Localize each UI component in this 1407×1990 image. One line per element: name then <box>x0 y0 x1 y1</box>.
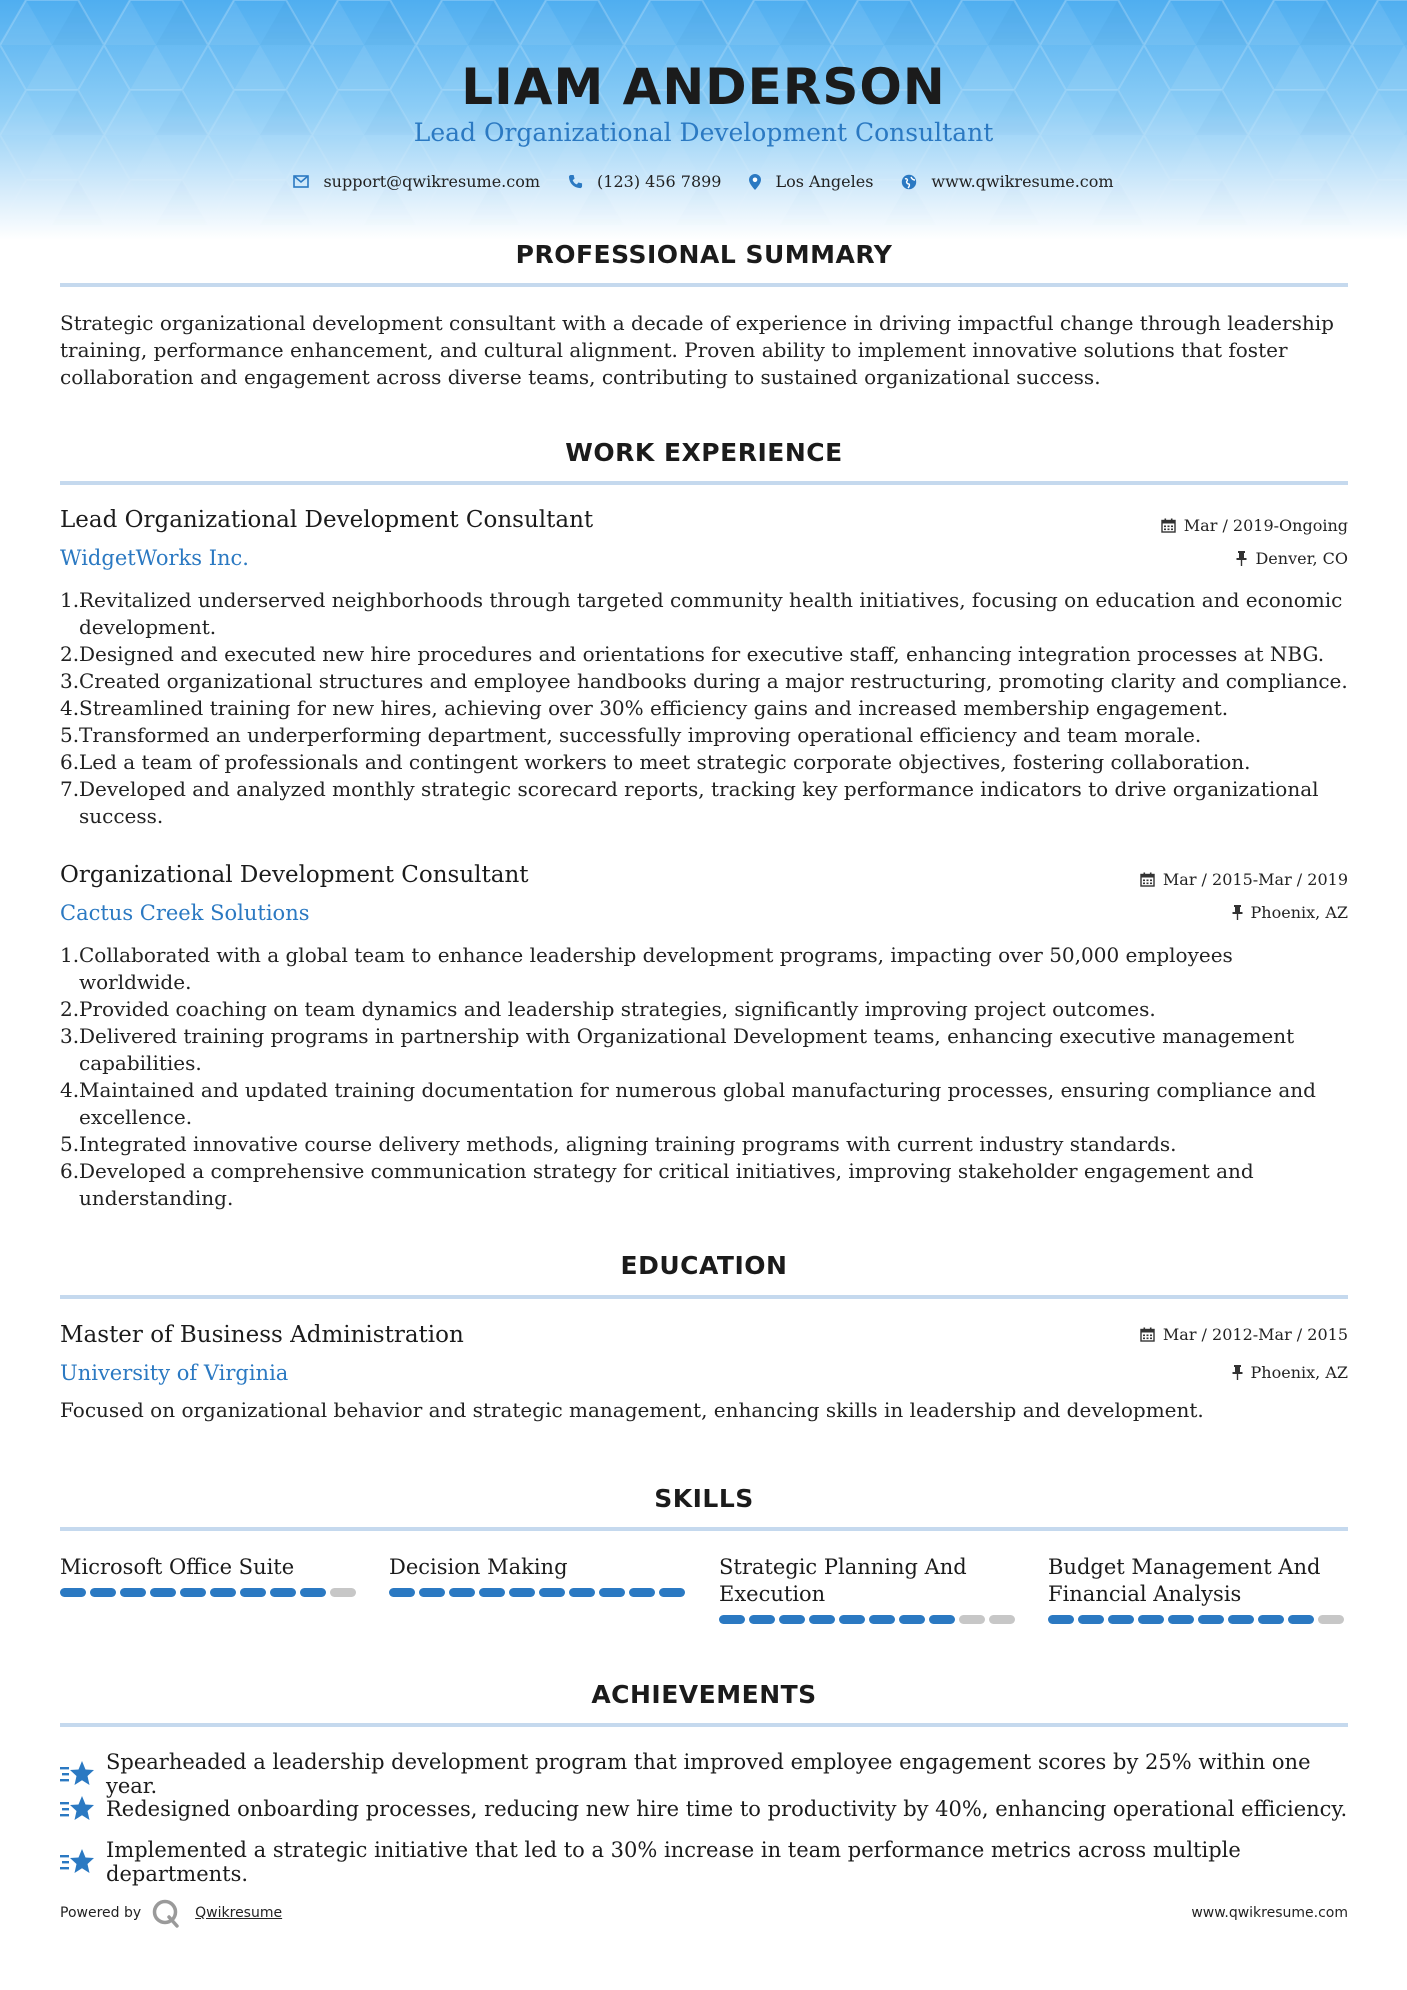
contact-email[interactable]: support@qwikresume.com <box>323 172 541 191</box>
achievement-text: Implemented a strategic initiative that led to a 30% increase in team performance metrics across multiple departments. <box>106 1838 1241 1886</box>
experience-heading: WORK EXPERIENCE <box>565 438 843 467</box>
star-icon <box>60 1794 94 1824</box>
skill-name: Strategic Planning And Execution <box>719 1555 967 1606</box>
skill-dot-filled <box>929 1615 955 1624</box>
skill-dot-filled <box>1048 1615 1074 1624</box>
skill-dot-filled <box>270 1588 296 1597</box>
skill-dot-filled <box>869 1615 895 1624</box>
job-bullet <box>60 1158 1350 1212</box>
job-bullet <box>60 668 1350 695</box>
skill-dot-filled <box>899 1615 925 1624</box>
skill-name: Decision Making <box>389 1555 568 1579</box>
skill-dot-filled <box>539 1588 565 1597</box>
skill-dot-filled <box>210 1588 236 1597</box>
skill-dot-empty <box>1318 1615 1344 1624</box>
skill-dot-filled <box>1078 1615 1104 1624</box>
skill-dot-filled <box>120 1588 146 1597</box>
education-heading: EDUCATION <box>620 1251 788 1280</box>
job-company: WidgetWorks Inc. <box>60 546 249 570</box>
section-divider <box>60 1723 1348 1727</box>
skill-dot-filled <box>659 1588 685 1597</box>
skill-dot-filled <box>479 1588 505 1597</box>
phone-icon <box>568 174 583 189</box>
section-divider <box>60 1527 1348 1531</box>
education-location <box>1232 1363 1348 1382</box>
bullet-number: 5. <box>60 1132 80 1156</box>
summary-heading: PROFESSIONAL SUMMARY <box>515 240 893 269</box>
skill-rating <box>719 1615 1019 1624</box>
skill-dot-filled <box>1168 1615 1194 1624</box>
job-bullet <box>60 587 1350 641</box>
skill-dot-filled <box>449 1588 475 1597</box>
contact-website[interactable]: www.qwikresume.com <box>931 172 1114 191</box>
bullet-number: 6. <box>60 1159 80 1183</box>
skill-rating <box>1048 1615 1348 1624</box>
globe-icon <box>901 174 917 190</box>
bullet-text: Created organizational structures and employee handbooks during a major restructuring, promoting clarity and compliance. <box>79 669 1348 693</box>
job-dates <box>1140 870 1348 889</box>
achievement-item <box>60 1794 1350 1824</box>
bullet-text: Developed and analyzed monthly strategic scorecard reports, tracking key performance indicators to drive organizational success. <box>79 777 1319 828</box>
skill-item <box>1048 1554 1348 1624</box>
bullet-number: 1. <box>60 588 80 612</box>
bullet-number: 2. <box>60 642 80 666</box>
skill-name: Microsoft Office Suite <box>60 1555 295 1579</box>
job-location-text: Denver, CO <box>1255 549 1348 568</box>
job-bullet <box>60 749 1350 776</box>
candidate-name: LIAM ANDERSON <box>461 58 946 116</box>
skill-dot-filled <box>150 1588 176 1597</box>
skill-name: Budget Management And Financial Analysis <box>1048 1555 1321 1606</box>
bullet-text: Led a team of professionals and contingent workers to meet strategic corporate objectives, fostering collaboration. <box>79 750 1251 774</box>
section-divider <box>60 283 1348 287</box>
star-icon <box>60 1759 94 1789</box>
skill-dot-filled <box>1258 1615 1284 1624</box>
bullet-number: 5. <box>60 723 80 747</box>
skill-dot-filled <box>839 1615 865 1624</box>
contact-phone[interactable]: (123) 456 7899 <box>597 172 722 191</box>
education-dates-text: Mar / 2012-Mar / 2015 <box>1162 1325 1348 1344</box>
job-bullet <box>60 695 1350 722</box>
skill-rating <box>389 1588 689 1597</box>
job-bullet-list <box>60 587 1350 830</box>
pushpin-icon <box>1232 1365 1243 1380</box>
bullet-text: Streamlined training for new hires, achieving over 30% efficiency gains and increased membership engagement. <box>79 696 1229 720</box>
skill-dot-filled <box>60 1588 86 1597</box>
bullet-text: Transformed an underperforming department, successfully improving operational efficiency and team morale. <box>79 723 1202 747</box>
calendar-icon <box>1161 518 1176 533</box>
achievement-text: Redesigned onboarding processes, reducing new hire time to productivity by 40%, enhancing operational efficiency. <box>106 1797 1348 1821</box>
bullet-text: Collaborated with a global team to enhance leadership development programs, impacting over 50,000 employees worldwide. <box>79 943 1233 994</box>
job-bullet <box>60 776 1350 830</box>
candidate-title: Lead Organizational Development Consultant <box>413 118 994 147</box>
powered-by-label: Powered by <box>60 1905 142 1921</box>
bullet-number: 6. <box>60 750 80 774</box>
job-location <box>1236 549 1348 568</box>
education-location-text: Phoenix, AZ <box>1250 1363 1348 1382</box>
job-bullet <box>60 996 1350 1023</box>
skill-dot-filled <box>1108 1615 1134 1624</box>
skill-dot-filled <box>599 1588 625 1597</box>
bullet-number: 3. <box>60 669 80 693</box>
bullet-text: Developed a comprehensive communication strategy for critical initiatives, improving stakeholder engagement and understanding. <box>79 1159 1254 1210</box>
skill-item <box>389 1554 689 1597</box>
skill-dot-empty <box>959 1615 985 1624</box>
skill-rating <box>60 1588 360 1597</box>
skill-dot-filled <box>300 1588 326 1597</box>
skill-dot-filled <box>389 1588 415 1597</box>
section-divider <box>60 1295 1348 1299</box>
bullet-number: 4. <box>60 696 80 720</box>
envelope-icon <box>293 175 309 188</box>
skill-dot-filled <box>779 1615 805 1624</box>
summary-text: Strategic organizational development consultant with a decade of experience in driving impactful change through leadership training, performance enhancement, and cultural alignment. Proven ability to implement innovative solutions that foster collaboration and engagement across diverse teams, contributing to sustained organizational success. <box>60 311 1334 389</box>
bullet-text: Designed and executed new hire procedures and orientations for executive staff, enhancing integration processes at NBG. <box>79 642 1325 666</box>
bullet-text: Revitalized underserved neighborhoods through targeted community health initiatives, focusing on education and economic development. <box>79 588 1343 639</box>
skill-dot-filled <box>809 1615 835 1624</box>
job-title: Lead Organizational Development Consultant <box>60 507 594 533</box>
skill-dot-filled <box>1198 1615 1224 1624</box>
job-title: Organizational Development Consultant <box>60 862 529 888</box>
qwikresume-link[interactable]: Qwikresume <box>195 1905 283 1921</box>
job-bullet <box>60 942 1350 996</box>
skill-dot-filled <box>629 1588 655 1597</box>
skill-dot-filled <box>1138 1615 1164 1624</box>
calendar-icon <box>1140 872 1155 887</box>
education-degree: Master of Business Administration <box>60 1322 464 1348</box>
education-dates <box>1140 1325 1348 1344</box>
skill-dot-filled <box>1228 1615 1254 1624</box>
job-dates-text: Mar / 2019-Ongoing <box>1183 516 1348 535</box>
skill-item <box>719 1554 1019 1624</box>
achievements-heading: ACHIEVEMENTS <box>591 1680 817 1709</box>
contact-bar <box>0 172 1407 191</box>
job-bullet <box>60 1023 1350 1077</box>
pushpin-icon <box>1232 905 1243 920</box>
calendar-icon <box>1140 1327 1155 1342</box>
achievement-item <box>60 1838 1350 1886</box>
bullet-number: 2. <box>60 997 80 1021</box>
job-dates-text: Mar / 2015-Mar / 2019 <box>1162 870 1348 889</box>
bullet-text: Integrated innovative course delivery methods, aligning training programs with current industry standards. <box>79 1132 1177 1156</box>
bullet-text: Maintained and updated training documentation for numerous global manufacturing processes, ensuring compliance and excellence. <box>79 1078 1316 1129</box>
bullet-number: 3. <box>60 1024 80 1048</box>
skills-heading: SKILLS <box>654 1484 754 1513</box>
job-bullet-list <box>60 942 1350 1212</box>
skill-dot-filled <box>509 1588 535 1597</box>
job-bullet <box>60 641 1350 668</box>
skill-item <box>60 1554 360 1597</box>
star-icon <box>60 1847 94 1877</box>
skill-dot-filled <box>569 1588 595 1597</box>
footer-powered-by <box>60 1898 282 1928</box>
qwikresume-logo-icon <box>151 1898 181 1928</box>
skill-dot-filled <box>1288 1615 1314 1624</box>
achievement-item <box>60 1750 1350 1798</box>
bullet-number: 1. <box>60 943 80 967</box>
job-bullet <box>60 1077 1350 1131</box>
job-location-text: Phoenix, AZ <box>1250 903 1348 922</box>
education-school: University of Virginia <box>60 1361 289 1385</box>
footer-website[interactable]: www.qwikresume.com <box>1191 1905 1348 1921</box>
skill-dot-empty <box>330 1588 356 1597</box>
skill-dot-filled <box>749 1615 775 1624</box>
job-dates <box>1161 516 1348 535</box>
contact-location: Los Angeles <box>775 172 874 191</box>
map-pin-icon <box>749 174 761 190</box>
education-description: Focused on organizational behavior and strategic management, enhancing skills in leadership and development. <box>60 1398 1204 1422</box>
skill-dot-filled <box>90 1588 116 1597</box>
skill-dot-filled <box>180 1588 206 1597</box>
skill-dot-filled <box>719 1615 745 1624</box>
skill-dot-filled <box>419 1588 445 1597</box>
section-divider <box>60 481 1348 485</box>
skill-dot-filled <box>240 1588 266 1597</box>
job-bullet <box>60 722 1350 749</box>
bullet-number: 7. <box>60 777 80 801</box>
pushpin-icon <box>1236 551 1247 566</box>
job-company: Cactus Creek Solutions <box>60 901 310 925</box>
achievement-text: Spearheaded a leadership development program that improved employee engagement scores by 25% within one year. <box>106 1750 1311 1798</box>
bullet-text: Provided coaching on team dynamics and leadership strategies, significantly improving project outcomes. <box>79 997 1156 1021</box>
bullet-text: Delivered training programs in partnership with Organizational Development teams, enhancing executive management capabilities. <box>79 1024 1295 1075</box>
job-location <box>1232 903 1348 922</box>
bullet-number: 4. <box>60 1078 80 1102</box>
job-bullet <box>60 1131 1350 1158</box>
skill-dot-empty <box>989 1615 1015 1624</box>
